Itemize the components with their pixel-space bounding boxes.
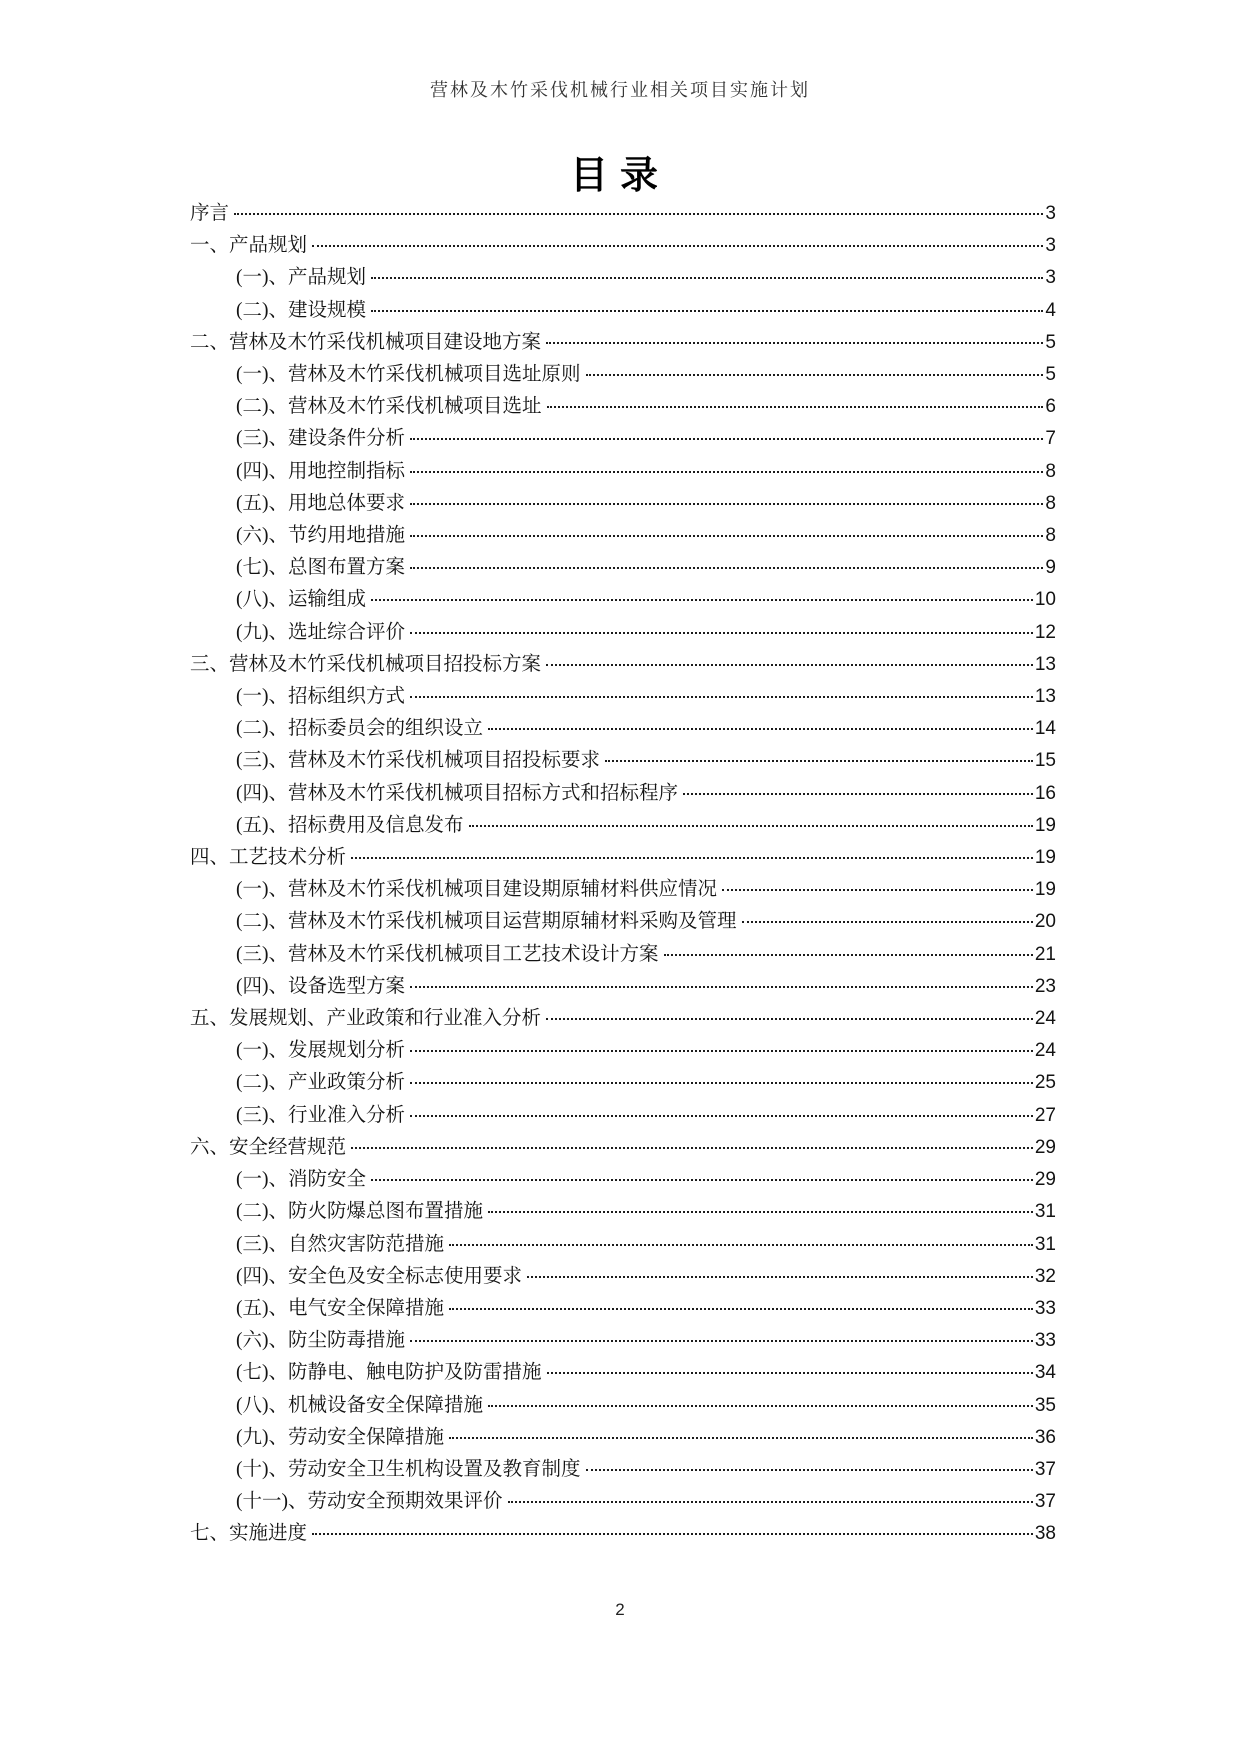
toc-leader-dots [586, 1469, 1033, 1471]
toc-entry[interactable] [190, 1357, 1056, 1389]
toc-entry[interactable] [190, 1067, 1056, 1099]
toc-leader-dots [371, 277, 1043, 279]
toc-entry-label: (四)、安全色及安全标志使用要求 [236, 1265, 522, 1287]
toc-leader-dots [351, 1147, 1033, 1149]
toc-entry-label: (七)、总图布置方案 [236, 557, 405, 579]
toc-entry[interactable] [190, 327, 1056, 359]
toc-entry-label: (四)、设备选型方案 [236, 975, 405, 997]
toc-leader-dots [410, 1082, 1033, 1084]
toc-leader-dots [722, 889, 1033, 891]
toc-entry[interactable] [190, 1229, 1056, 1261]
toc-entry[interactable] [190, 874, 1056, 906]
toc-leader-dots [410, 632, 1033, 634]
toc-entry[interactable] [190, 939, 1056, 971]
toc-entry-label: (八)、运输组成 [236, 589, 366, 611]
toc-entry-page: 14 [1034, 718, 1056, 740]
toc-entry[interactable] [190, 906, 1056, 938]
toc-leader-dots [449, 1308, 1033, 1310]
toc-entry-page: 31 [1034, 1233, 1056, 1255]
toc-entry[interactable] [190, 230, 1056, 262]
toc-entry-page: 8 [1045, 525, 1056, 547]
toc-leader-dots [546, 664, 1033, 666]
toc-leader-dots [586, 374, 1044, 376]
toc-entry-page: 3 [1045, 267, 1056, 289]
toc-entry[interactable] [190, 810, 1056, 842]
toc-leader-dots [488, 1211, 1033, 1213]
toc-entry-page: 6 [1045, 396, 1056, 418]
toc-entry[interactable] [190, 745, 1056, 777]
toc-entry[interactable] [190, 1293, 1056, 1325]
toc-leader-dots [488, 1405, 1033, 1407]
toc-entry-label: (二)、营林及木竹采伐机械项目选址 [236, 396, 542, 418]
toc-entry-label: (三)、行业准入分析 [236, 1104, 405, 1126]
toc-entry[interactable] [190, 1196, 1056, 1228]
toc-entry-label: (三)、营林及木竹采伐机械项目招投标要求 [236, 750, 600, 772]
toc-entry-label: (九)、劳动安全保障措施 [236, 1426, 444, 1448]
toc-entry[interactable] [190, 520, 1056, 552]
toc-entry-page: 7 [1045, 428, 1056, 450]
toc-entry-page: 5 [1045, 331, 1056, 353]
toc-entry-page: 33 [1034, 1330, 1056, 1352]
toc-entry-label: 七、实施进度 [190, 1523, 308, 1545]
toc-entry[interactable] [190, 1422, 1056, 1454]
toc-entry[interactable] [190, 584, 1056, 616]
toc-entry-page: 31 [1034, 1201, 1056, 1223]
toc-entry-label: (四)、用地控制指标 [236, 460, 405, 482]
toc-entry[interactable] [190, 359, 1056, 391]
toc-entry-page: 21 [1034, 943, 1056, 965]
toc-entry-page: 20 [1034, 911, 1056, 933]
toc-entry-page: 25 [1034, 1072, 1056, 1094]
toc-title: 目录 [569, 155, 670, 197]
toc-leader-dots [605, 760, 1033, 762]
toc-leader-dots [410, 471, 1043, 473]
toc-entry[interactable] [190, 488, 1056, 520]
toc-entry[interactable] [190, 713, 1056, 745]
toc-entry-page: 33 [1034, 1297, 1056, 1319]
toc-entry-label: (一)、营林及木竹采伐机械项目建设期原辅材料供应情况 [236, 879, 717, 901]
toc-entry-page: 15 [1034, 750, 1056, 772]
toc-entry-label: (六)、防尘防毒措施 [236, 1330, 405, 1352]
toc-entry-label: (六)、节约用地措施 [236, 525, 405, 547]
toc-entry[interactable] [190, 552, 1056, 584]
toc-entry-page: 27 [1034, 1104, 1056, 1126]
toc-entry-label: (三)、自然灾害防范措施 [236, 1233, 444, 1255]
toc-entry-label: (二)、防火防爆总图布置措施 [236, 1201, 483, 1223]
toc-entry-label: (五)、电气安全保障措施 [236, 1297, 444, 1319]
toc-entry-label: (五)、招标费用及信息发布 [236, 814, 464, 836]
toc-entry-label: (十)、劳动安全卫生机构设置及教育制度 [236, 1458, 581, 1480]
toc-leader-dots [469, 825, 1033, 827]
toc-entry-page: 16 [1034, 782, 1056, 804]
toc-entry[interactable] [190, 1164, 1056, 1196]
toc-entry[interactable] [190, 423, 1056, 455]
toc-entry[interactable] [190, 842, 1056, 874]
toc-entry-page: 34 [1034, 1362, 1056, 1384]
toc-entry-label: 五、发展规划、产业政策和行业准入分析 [190, 1008, 542, 1030]
toc-leader-dots [234, 213, 1043, 215]
toc-leader-dots [683, 793, 1033, 795]
toc-entry-label: (一)、产品规划 [236, 267, 366, 289]
toc-entry[interactable] [190, 971, 1056, 1003]
toc-leader-dots [488, 728, 1033, 730]
toc-entry[interactable] [190, 1035, 1056, 1067]
toc-entry-label: (三)、建设条件分析 [236, 428, 405, 450]
toc-entry-label: (二)、营林及木竹采伐机械项目运营期原辅材料采购及管理 [236, 911, 737, 933]
toc-leader-dots [371, 1179, 1033, 1181]
toc-entry-label: (一)、发展规划分析 [236, 1040, 405, 1062]
toc-entry-page: 37 [1034, 1491, 1056, 1513]
toc-entry-page: 19 [1034, 847, 1056, 869]
toc-entry[interactable] [190, 391, 1056, 423]
toc-leader-dots [410, 567, 1043, 569]
toc-entry-page: 37 [1034, 1458, 1056, 1480]
toc-entry[interactable] [190, 681, 1056, 713]
document-header-title: 营林及木竹采伐机械行业相关项目实施计划 [430, 80, 810, 100]
toc-entry-page: 10 [1034, 589, 1056, 611]
toc-entry[interactable] [190, 617, 1056, 649]
toc-leader-dots [371, 310, 1043, 312]
toc-leader-dots [410, 438, 1043, 440]
toc [190, 198, 1056, 1551]
toc-entry-label: 六、安全经营规范 [190, 1136, 347, 1158]
toc-entry-label: (十一)、劳动安全预期效果评价 [236, 1491, 503, 1513]
toc-entry-page: 12 [1034, 621, 1056, 643]
toc-entry[interactable] [190, 1518, 1056, 1550]
toc-entry-page: 4 [1045, 299, 1056, 321]
toc-entry[interactable] [190, 778, 1056, 810]
toc-entry[interactable] [190, 295, 1056, 327]
toc-entry-label: (二)、产业政策分析 [236, 1072, 405, 1094]
toc-entry-label: 三、营林及木竹采伐机械项目招投标方案 [190, 653, 542, 675]
toc-entry-page: 24 [1034, 1040, 1056, 1062]
toc-leader-dots [546, 342, 1043, 344]
toc-entry-label: (四)、营林及木竹采伐机械项目招标方式和招标程序 [236, 782, 678, 804]
toc-leader-dots [664, 954, 1033, 956]
toc-leader-dots [508, 1501, 1033, 1503]
toc-leader-dots [546, 1018, 1033, 1020]
toc-leader-dots [547, 406, 1044, 408]
toc-leader-dots [312, 245, 1043, 247]
toc-entry-label: 四、工艺技术分析 [190, 847, 347, 869]
toc-entry[interactable] [190, 1390, 1056, 1422]
toc-leader-dots [410, 696, 1033, 698]
toc-entry[interactable] [190, 198, 1056, 230]
toc-leader-dots [527, 1276, 1033, 1278]
toc-entry[interactable] [190, 456, 1056, 488]
toc-entry[interactable] [190, 1003, 1056, 1035]
toc-entry[interactable] [190, 1454, 1056, 1486]
toc-leader-dots [410, 535, 1043, 537]
toc-entry-page: 5 [1045, 364, 1056, 386]
toc-entry-label: (五)、用地总体要求 [236, 492, 405, 514]
toc-entry-page: 32 [1034, 1265, 1056, 1287]
toc-entry-page: 3 [1045, 203, 1056, 224]
toc-entry-label: (七)、防静电、触电防护及防雷措施 [236, 1362, 542, 1384]
toc-entry-page: 8 [1045, 460, 1056, 482]
toc-entry-page: 24 [1034, 1008, 1056, 1030]
toc-entry[interactable] [190, 1100, 1056, 1132]
toc-entry-page: 29 [1034, 1169, 1056, 1191]
toc-entry-label: 序言 [190, 203, 230, 224]
toc-entry-label: (三)、营林及木竹采伐机械项目工艺技术设计方案 [236, 943, 659, 965]
toc-entry-page: 13 [1034, 686, 1056, 708]
toc-entry-page: 3 [1045, 235, 1056, 257]
toc-entry-page: 36 [1034, 1426, 1056, 1448]
toc-entry[interactable] [190, 1261, 1056, 1293]
toc-entry-page: 29 [1034, 1136, 1056, 1158]
toc-leader-dots [410, 1115, 1033, 1117]
toc-entry[interactable] [190, 1325, 1056, 1357]
toc-entry-label: (二)、招标委员会的组织设立 [236, 718, 483, 740]
toc-entry-label: (一)、消防安全 [236, 1169, 366, 1191]
toc-entry[interactable] [190, 649, 1056, 681]
footer-page-number: 2 [615, 1600, 625, 1619]
toc-entry-page: 35 [1034, 1394, 1056, 1416]
toc-leader-dots [371, 599, 1033, 601]
toc-entry[interactable] [190, 262, 1056, 294]
toc-leader-dots [410, 503, 1043, 505]
toc-entry-page: 23 [1034, 975, 1056, 997]
toc-leader-dots [547, 1372, 1033, 1374]
toc-leader-dots [351, 857, 1033, 859]
toc-leader-dots [449, 1244, 1033, 1246]
toc-leader-dots [449, 1437, 1033, 1439]
toc-entry-label: (一)、招标组织方式 [236, 686, 405, 708]
toc-entry-label: (一)、营林及木竹采伐机械项目选址原则 [236, 364, 581, 386]
toc-entry[interactable] [190, 1486, 1056, 1518]
toc-entry-page: 8 [1045, 492, 1056, 514]
toc-leader-dots [742, 921, 1033, 923]
toc-entry-label: 一、产品规划 [190, 235, 308, 257]
toc-entry-page: 9 [1045, 557, 1056, 579]
toc-entry-label: (二)、建设规模 [236, 299, 366, 321]
toc-entry-page: 19 [1034, 879, 1056, 901]
toc-leader-dots [410, 986, 1033, 988]
toc-entry[interactable] [190, 1132, 1056, 1164]
toc-entry-label: (八)、机械设备安全保障措施 [236, 1394, 483, 1416]
toc-entry-page: 19 [1034, 814, 1056, 836]
toc-entry-label: 二、营林及木竹采伐机械项目建设地方案 [190, 331, 542, 353]
toc-leader-dots [312, 1533, 1033, 1535]
toc-leader-dots [410, 1050, 1033, 1052]
toc-entry-page: 13 [1034, 653, 1056, 675]
toc-entry-page: 38 [1034, 1523, 1056, 1545]
toc-leader-dots [410, 1340, 1033, 1342]
toc-entry-label: (九)、选址综合评价 [236, 621, 405, 643]
